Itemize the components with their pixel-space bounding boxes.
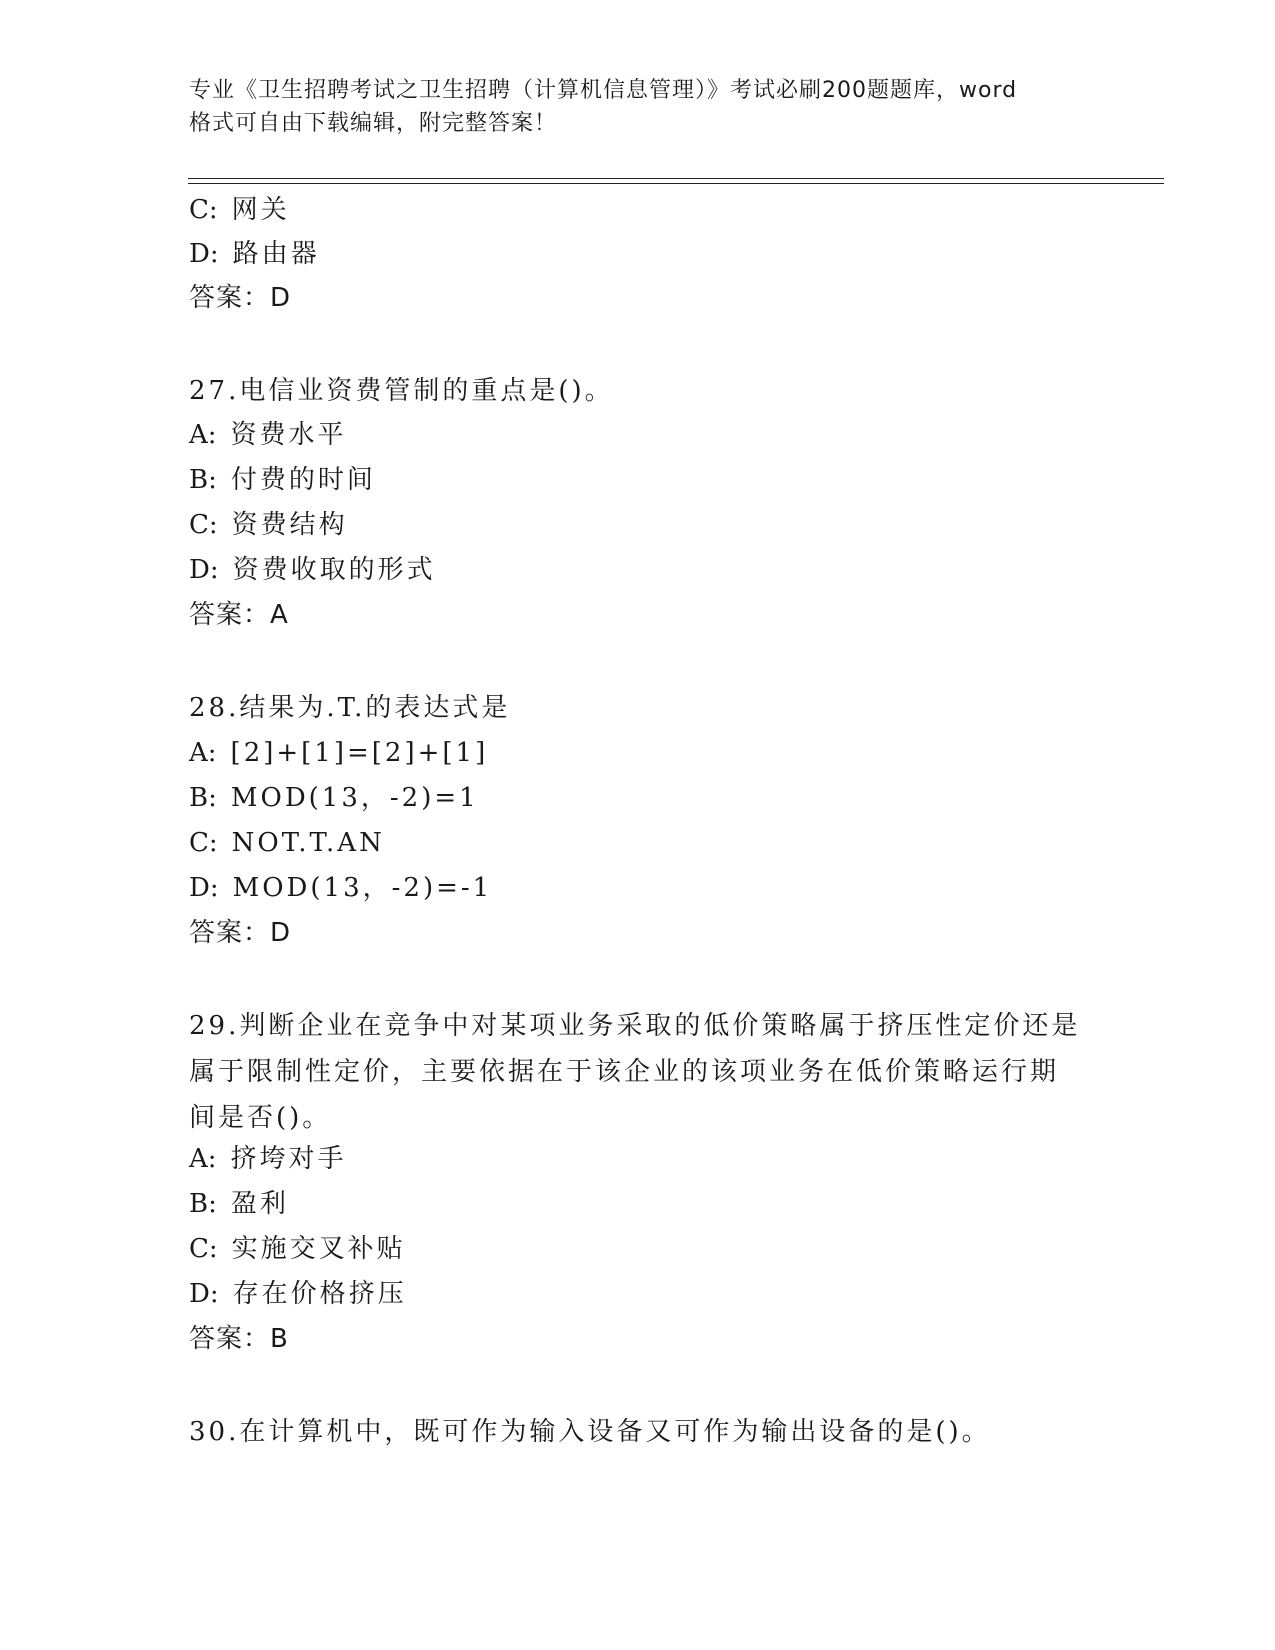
- q26-option-d: D: 路由器: [189, 239, 320, 269]
- header-rule-top: [188, 178, 1164, 179]
- q29-option-d: D: 存在价格挤压: [189, 1279, 407, 1309]
- q29-option-c: C: 实施交叉补贴: [189, 1234, 406, 1264]
- q28-question: 28.结果为.T.的表达式是: [189, 693, 511, 723]
- q28-option-a: A: [2]+[1]=[2]+[1]: [189, 738, 489, 768]
- q27-answer: 答案：A: [189, 600, 289, 630]
- q27-option-b: B: 付费的时间: [189, 465, 376, 495]
- q29-question: [189, 1003, 1089, 1141]
- q30-question: 30.在计算机中，既可作为输入设备又可作为输出设备的是()。: [189, 1417, 991, 1447]
- q28-option-c: C: NOT.T.AN: [189, 828, 385, 858]
- header-line-2: 格式可自由下载编辑，附完整答案！: [189, 111, 558, 136]
- q26-answer: 答案：D: [189, 283, 292, 313]
- document-header: [189, 74, 1089, 140]
- q28-option-d: D: MOD(13，-2)=-1: [189, 873, 493, 903]
- q28-option-b: B: MOD(13，-2)=1: [189, 783, 479, 813]
- q29-question-line-2: 属于限制性定价，主要依据在于该企业的该项业务在低价策略运行期: [189, 1057, 1060, 1087]
- q28-answer: 答案：D: [189, 918, 292, 948]
- q26-option-c: C: 网关: [189, 195, 290, 225]
- q29-question-line-3: 间是否()。: [189, 1103, 332, 1133]
- q27-option-c: C: 资费结构: [189, 510, 348, 540]
- header-rule-bottom: [188, 183, 1164, 184]
- q27-question: 27.电信业资费管制的重点是()。: [189, 376, 614, 406]
- q27-option-a: A: 资费水平: [189, 420, 347, 450]
- q29-option-a: A: 挤垮对手: [189, 1144, 347, 1174]
- q29-option-b: B: 盈利: [189, 1189, 289, 1219]
- header-line-1: 专业《卫生招聘考试之卫生招聘（计算机信息管理）》考试必刷200题题库，word: [189, 78, 1018, 103]
- q29-question-line-1: 29.判断企业在竞争中对某项业务采取的低价策略属于挤压性定价还是: [189, 1011, 1081, 1041]
- q29-answer: 答案：B: [189, 1324, 289, 1354]
- q27-option-d: D: 资费收取的形式: [189, 555, 436, 585]
